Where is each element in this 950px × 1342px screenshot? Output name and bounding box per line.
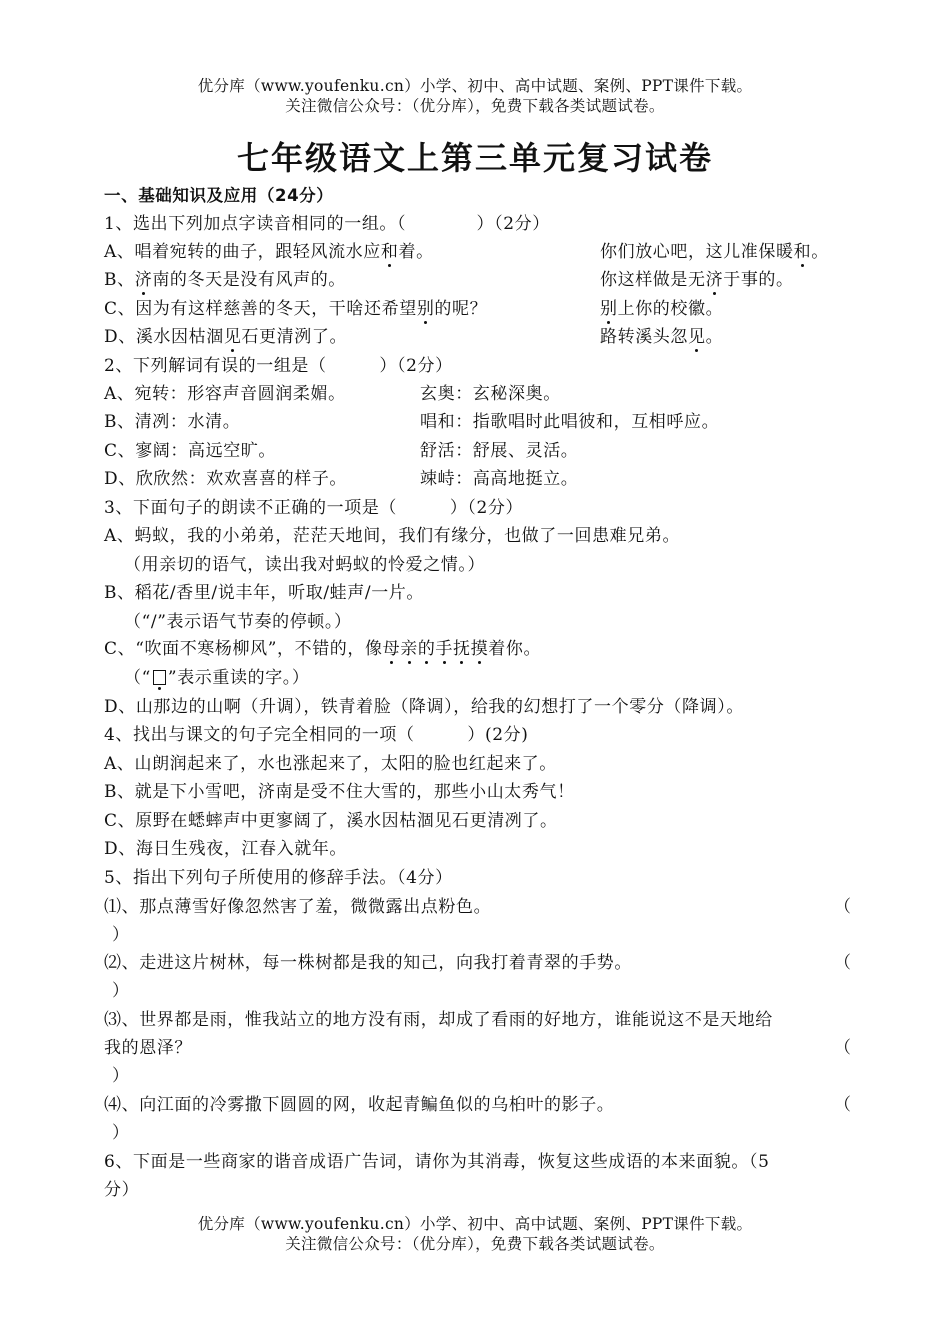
q4-option-c: C、原野在蟋蟀声中更寥阔了，溪水因枯涸见石更清冽了。 <box>104 811 558 831</box>
q2-option-d: D、欣欣然：欢欢喜喜的样子。 <box>104 469 348 489</box>
q1-option-b-right: 你这样做是无济于事的。 <box>600 270 794 290</box>
q2-option-b: B、清冽：水清。 <box>104 412 241 432</box>
q4-stem: 4、找出与课文的句子完全相同的一项（ ）(2分) <box>104 725 529 745</box>
q2-stem: 2、下列解词有误的一组是（ ）（2分） <box>104 356 453 376</box>
q5-item-2: ⑵、走进这片树林，每一株树都是我的知己，向我打着青翠的手势。 <box>104 953 632 973</box>
q3-stem: 3、下面句子的朗读不正确的一项是（ ）（2分） <box>104 498 524 518</box>
q1-option-c: C、因为有这样慈善的冬天，干啥还希望别的呢？ <box>104 299 488 319</box>
q2-option-c: C、寥阔：高远空旷。 <box>104 441 277 461</box>
q5-item-4: ⑷、向江面的冷雾撒下圆圆的网，收起青鳊鱼似的乌桕叶的影子。 <box>104 1095 615 1115</box>
q1-option-a-right: 你们放心吧，这儿准保暖和。 <box>600 242 829 262</box>
q3-option-c: C、“吹面不寒杨柳风”，不错的，像母亲的手抚摸着你。 <box>104 639 542 659</box>
footer-line-1: 优分库（www.youfenku.cn）小学、初中、高中试题、案例、PPT课件下载。 <box>197 1215 753 1233</box>
q3-option-d: D、山那边的山啊（升调），铁青着脸（降调），给我的幻想打了一个零分（降调）。 <box>104 697 744 717</box>
q1-option-d: D、溪水因枯涸见石更清洌了。 <box>104 327 348 347</box>
q5-item-1-rparen: ） <box>112 925 129 945</box>
q1-option-a: A、唱着宛转的曲子，跟轻风流水应和着。 <box>104 242 434 262</box>
q1-option-d-right: 路转溪头忽见。 <box>600 327 724 347</box>
q5-item-3-rparen: ） <box>112 1066 129 1086</box>
footer-line-2: 关注微信公众号：（优分库），免费下载各类试题试卷。 <box>285 1235 665 1253</box>
q3-option-c-note: （“ ”表示重读的字。） <box>124 668 310 688</box>
q6-stem: 6、下面是一些商家的谐音成语广告词，请你为其消毒，恢复这些成语的本来面貌。（5 <box>104 1152 770 1172</box>
q2-option-c-right: 舒活：舒展、灵活。 <box>420 441 579 461</box>
q5-stem: 5、指出下列句子所使用的修辞手法。（4分） <box>104 868 453 888</box>
q6-stem-cont: 分） <box>104 1180 140 1200</box>
q2-option-a: A、宛转：形容声音圆润柔媚。 <box>104 384 346 404</box>
q3-option-b-note: （“/”表示语气节奏的停顿。） <box>124 612 352 632</box>
q1-option-c-right: 别上你的校徽。 <box>600 299 724 319</box>
page-footer <box>0 1214 950 1254</box>
q5-item-2-lparen: （ <box>834 953 851 973</box>
q2-option-a-right: 玄奥：玄秘深奥。 <box>420 384 561 404</box>
q5-item-4-lparen: （ <box>834 1095 851 1115</box>
header-line-1: 优分库（www.youfenku.cn）小学、初中、高中试题、案例、PPT课件下载。 <box>197 77 753 95</box>
header-line-2: 关注微信公众号：（优分库），免费下载各类试题试卷。 <box>285 97 665 115</box>
page-header <box>0 76 950 116</box>
q4-option-b: B、就是下小雪吧，济南是受不住大雪的，那些小山太秀气！ <box>104 782 575 802</box>
section-heading: 一、基础知识及应用（24分） <box>104 186 334 205</box>
q5-item-2-rparen: ） <box>112 981 129 1001</box>
q3-option-a-note: （用亲切的语气，读出我对蚂蚁的怜爱之情。） <box>124 555 486 575</box>
q5-item-3: ⑶、世界都是雨，惟我站立的地方没有雨，却成了看雨的好地方，谁能说这不是天地给 <box>104 1010 773 1030</box>
q1-option-b: B、济南的冬天是没有风声的。 <box>104 270 346 290</box>
q2-option-d-right: 竦峙：高高地挺立。 <box>420 469 579 489</box>
q3-option-a: A、蚂蚁，我的小弟弟，茫茫天地间，我们有缘分，也做了一回患难兄弟。 <box>104 526 681 546</box>
page-title: 七年级语文上第三单元复习试卷 <box>236 139 713 177</box>
q5-item-3-cont: 我的恩泽？ <box>104 1038 192 1058</box>
q5-item-1-lparen: （ <box>834 897 851 917</box>
q4-option-d: D、海日生残夜，江春入就年。 <box>104 839 348 859</box>
q2-option-b-right: 唱和：指歌唱时此唱彼和，互相呼应。 <box>420 412 720 432</box>
q5-item-3-lparen: （ <box>834 1038 851 1058</box>
stress-box-symbol <box>153 670 166 685</box>
q4-option-a: A、山朗润起来了，水也涨起来了，太阳的脸也红起来了。 <box>104 754 557 774</box>
q5-item-1: ⑴、那点薄雪好像忽然害了羞，微微露出点粉色。 <box>104 897 492 917</box>
q5-item-4-rparen: ） <box>112 1123 129 1143</box>
q3-option-b: B、稻花/香里/说丰年，听取/蛙声/一片。 <box>104 583 425 603</box>
q1-stem: 1、选出下列加点字读音相同的一组。（ ）（2分） <box>104 214 550 234</box>
